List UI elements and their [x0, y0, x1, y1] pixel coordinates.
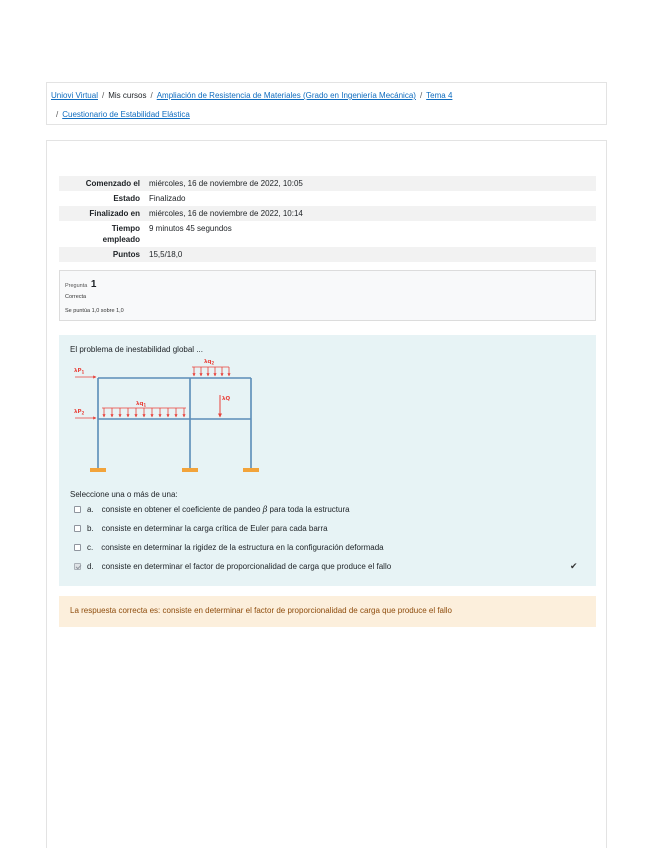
question-info: [59, 270, 596, 321]
option-text: consiste en determinar la carga crítica de Euler para cada barra: [101, 523, 328, 533]
breadcrumb-line-1: [51, 91, 452, 100]
summary-row-state: [59, 191, 596, 206]
answer-option-a[interactable]: [74, 503, 350, 515]
summary-value: miércoles, 16 de noviembre de 2022, 10:05: [149, 179, 303, 188]
question-text: El problema de inestabilidad global ...: [70, 345, 203, 354]
summary-row-finished: [59, 206, 596, 221]
breadcrumb-link-home[interactable]: Uniovi Virtual: [51, 91, 98, 100]
answer-option-b[interactable]: [74, 522, 328, 534]
summary-value: Finalizado: [149, 194, 186, 203]
frame-members: [98, 378, 251, 469]
summary-label: Finalizado en: [89, 209, 140, 218]
checkbox[interactable]: [74, 525, 81, 532]
summary-row-points: [59, 247, 596, 262]
summary-label-line1: Tiempo: [111, 224, 140, 233]
question-label: Pregunta: [65, 283, 88, 289]
breadcrumb-separator: /: [101, 91, 105, 100]
label-q2: $\lambda q_2$: [204, 359, 215, 366]
label-q1: $\lambda q_1$: [136, 401, 147, 408]
label-Q: λQ: [222, 396, 231, 402]
summary-label-line2: empleado: [102, 235, 140, 244]
support-icon: [90, 468, 259, 472]
correct-answer-feedback: [59, 596, 596, 627]
breadcrumb-separator: /: [56, 110, 59, 119]
answer-option-d[interactable]: [74, 560, 391, 572]
option-letter: a.: [87, 504, 94, 514]
summary-value: miércoles, 16 de noviembre de 2022, 10:14: [149, 209, 303, 218]
summary-label: Comenzado el: [85, 179, 140, 188]
breadcrumb-separator: /: [150, 91, 153, 100]
option-letter: d.: [87, 561, 94, 571]
summary-label: Estado: [113, 194, 140, 203]
checkbox[interactable]: [74, 544, 81, 551]
summary-value: 9 minutos 45 segundos: [149, 224, 232, 233]
answer-prompt: Seleccione una o más de una:: [70, 490, 178, 499]
question-number: 1: [90, 279, 97, 290]
label-p2: $\lambda P_2$: [74, 409, 85, 416]
breadcrumb-separator: /: [419, 91, 423, 100]
label-p1: $\lambda P_1$: [74, 368, 85, 375]
summary-row-time: [59, 221, 596, 247]
question-number-label: [65, 279, 96, 290]
question-content: [59, 335, 596, 586]
checkbox-checked[interactable]: [74, 563, 81, 570]
checkbox[interactable]: [74, 506, 81, 513]
frame-diagram: [72, 357, 272, 475]
answer-option-c[interactable]: [74, 541, 384, 553]
summary-label: [59, 221, 145, 247]
option-text: consiste en determinar la rigidez de la estructura en la configuración deformada: [101, 542, 384, 552]
option-text: consiste en determinar el factor de proporcionalidad de carga que produce el fallo: [101, 561, 392, 571]
option-symbol: β: [262, 504, 268, 514]
question-state: Correcta: [65, 294, 87, 300]
summary-label: Puntos: [112, 250, 140, 259]
option-text-after: para toda la estructura: [269, 504, 350, 514]
summary-value: 15,5/18,0: [149, 250, 183, 259]
attempt-summary-table: [59, 176, 596, 262]
feedback-text: La respuesta correcta es: consiste en determinar el factor de proporcionalidad de carga que produce el fallo: [70, 606, 453, 615]
option-letter: b.: [87, 523, 94, 533]
breadcrumb-link-tema[interactable]: Tema 4: [426, 91, 453, 100]
question-grade: Se puntúa 1,0 sobre 1,0: [65, 308, 124, 314]
option-letter: c.: [87, 542, 94, 552]
check-icon: ✔: [570, 561, 578, 571]
summary-row-started: [59, 176, 596, 191]
breadcrumb-item-mis-cursos: Mis cursos: [108, 91, 147, 100]
option-text: consiste en obtener el coeficiente de pandeo: [101, 504, 261, 514]
breadcrumb-link-course[interactable]: Ampliación de Resistencia de Materiales (Grado en Ingeniería Mecánica): [156, 91, 416, 100]
breadcrumb-link-quiz[interactable]: Cuestionario de Estabilidad Elástica: [62, 110, 190, 119]
breadcrumb-line-2: [56, 110, 190, 119]
